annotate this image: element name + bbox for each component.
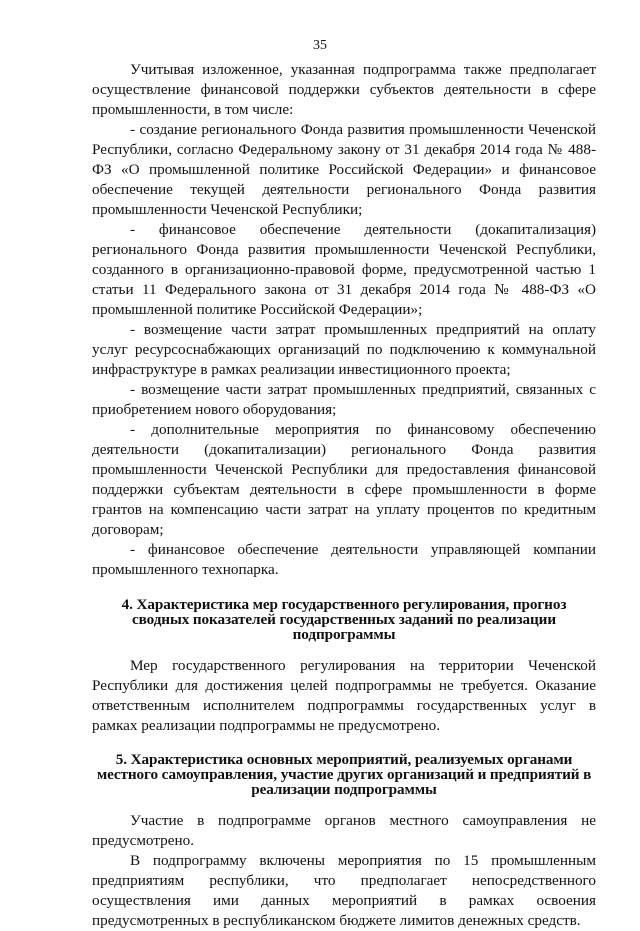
section-4-heading: 4. Характеристика мер государственного регулирования, прогноз сводных показателей государственных заданий по реализации подпрограммы (121, 596, 567, 643)
list-item: - дополнительные мероприятия по финансовому обеспечению деятельности (докапитализации) регионального Фонда развития промышленности Чеченской Республики для предоставления финансовой поддержки субъектам деятельности в сфере промышленности в форме грантов на компенсацию части затрат на уплату процентов по кредитным договорам; (92, 421, 596, 538)
section-5-heading: 5. Характеристика основных мероприятий, реализуемых органами местного самоуправления, участие других организаций и предприятий в реализации подпрограммы (96, 751, 592, 798)
section-5-paragraph: В подпрограмму включены мероприятия по 15 промышленным предприятиям республики, что предполагает непосредственного осуществления ими данных мероприятий в рамках освоения предусмотренных в республиканском бюджете лимитов денежных средств. (92, 852, 596, 929)
list-item: - создание регионального Фонда развития промышленности Чеченской Республики, согласно Федеральному закону от 31 декабря 2014 года № 488-ФЗ «О промышленной политике Российской Федерации» и финансовое обеспечение текущей деятельности регионального Фонда развития промышленности Чеченской Республики; (92, 121, 596, 218)
page-number: 35 (313, 38, 327, 53)
section-5-paragraph: Участие в подпрограмме органов местного самоуправления не предусмотрено. (92, 812, 596, 849)
document-body (92, 60, 596, 931)
list-item: - возмещение части затрат промышленных предприятий, связанных с приобретением нового оборудования; (92, 381, 596, 418)
section-4-paragraph: Мер государственного регулирования на территории Чеченской Республики для достижения целей подпрограммы не требуется. Оказание ответственным исполнителем подпрограммы государственных услуг в рамках реализации подпрограммы не предусмотрено. (92, 657, 596, 734)
list-item: - финансовое обеспечение деятельности (докапитализация) регионального Фонда развития промышленности Чеченской Республики, созданного в организационно-правовой форме, предусмотренной частью 1 статьи 11 Федерального закона от 31 декабря 2014 года № 488-ФЗ «О промышленной политике Российской Федерации»; (92, 221, 596, 318)
intro-paragraph: Учитывая изложенное, указанная подпрограмма также предполагает осуществление финансовой поддержки субъектов деятельности в сфере промышленности, в том числе: (92, 61, 596, 118)
list-item: - возмещение части затрат промышленных предприятий на оплату услуг ресурсоснабжающих организаций по подключению к коммунальной инфраструктуре в рамках реализации инвестиционного проекта; (92, 321, 596, 378)
list-item: - финансовое обеспечение деятельности управляющей компании промышленного технопарка. (92, 541, 596, 578)
